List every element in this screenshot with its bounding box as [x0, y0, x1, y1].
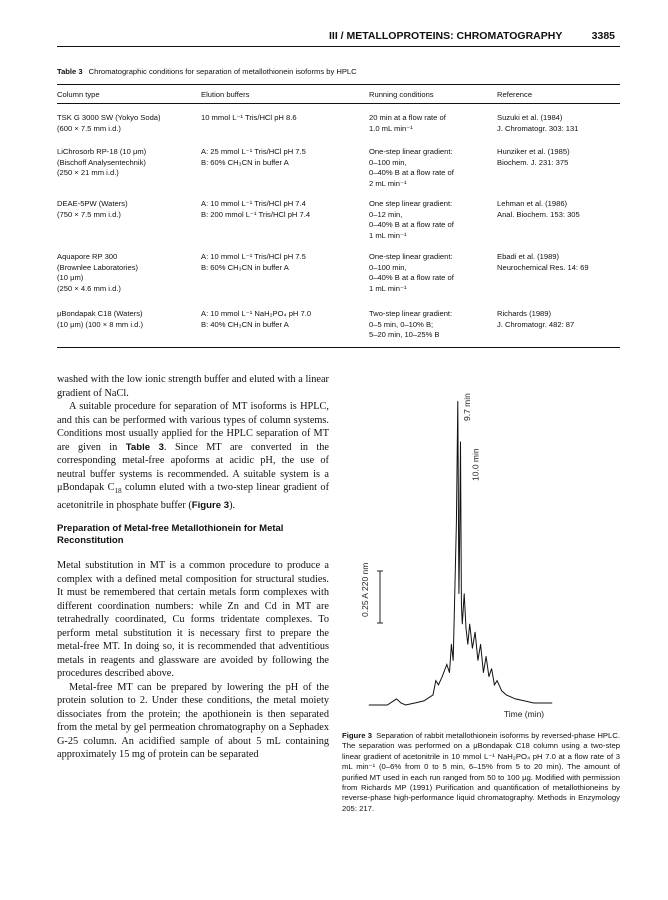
cell-column-type — [57, 309, 143, 330]
chromatogram-trace — [369, 401, 552, 705]
cell-line: One-step linear gradient: — [369, 147, 453, 156]
data-point — [467, 644, 468, 645]
data-point — [478, 660, 479, 661]
cell-line: 0–12 min, — [369, 209, 403, 219]
data-point — [456, 522, 457, 523]
cell-running-conditions — [369, 199, 454, 242]
data-point — [457, 401, 458, 402]
cell-elution-buffers — [201, 147, 306, 168]
cell-line: Lehman et al. (1986) — [497, 199, 568, 208]
table-caption-text: Chromatographic conditions for separation of metallothionein isoforms by HPLC — [88, 67, 357, 76]
cell-line: 0–40% B at a flow rate of — [369, 168, 454, 178]
data-point — [396, 699, 397, 700]
section-title: III / METALLOPROTEINS: CHROMATOGRAPHY — [329, 30, 563, 42]
cell-line: Neurochemical Res. 14: 69 — [497, 262, 589, 272]
peak-annotation: 9.7 min — [461, 393, 472, 421]
cell-line: Anal. Biochem. 153: 305 — [497, 209, 580, 219]
table-bottom-rule — [57, 347, 620, 348]
data-point — [486, 656, 487, 657]
cell-column-type — [57, 147, 146, 179]
table-top-rule — [57, 84, 620, 85]
cell-line: 0–40% B at a flow rate of — [369, 273, 454, 283]
cell-running-conditions — [369, 147, 454, 190]
data-point — [464, 593, 465, 594]
data-point — [515, 699, 516, 700]
paragraph: Metal-free MT can be prepared by lowering the pH of the protein solution to 2. Under these conditions, the metal moiety dissociates from the protein; the apothionein is then separated from the metal by gel permeation chromatography on a Sephadex G-25 column. An acidified sample of about 5 mL containing approximately 15 mg of protein can be separated — [57, 681, 329, 761]
cell-line: B: 40% CH₃CN in buffer A — [201, 319, 289, 329]
cell-line: (Brownlee Laboratories) — [57, 262, 139, 272]
section-heading: Preparation of Metal-free Metallothionein for Metal Reconstitution — [57, 523, 284, 547]
data-point — [469, 624, 470, 625]
cell-line: Richards (1989) — [497, 309, 552, 318]
cell-line: 0–5 min, 0–10% B; — [369, 319, 434, 329]
data-point — [442, 676, 443, 677]
data-point — [542, 703, 543, 704]
cell-line: A: 25 mmol L⁻¹ Tris/HCl pH 7.5 — [201, 147, 306, 156]
data-point — [369, 705, 370, 706]
cell-line: 0–100 min, — [369, 262, 407, 272]
data-point — [466, 628, 467, 629]
cell-line: (Bischoff Analysentechnik) — [57, 157, 146, 167]
cell-line: TSK G 3000 SW (Yokyo Soda) — [57, 113, 161, 122]
data-point — [462, 624, 463, 625]
cell-line: Ebadi et al. (1989) — [497, 252, 560, 261]
data-point — [455, 583, 456, 584]
cell-line: One-step linear gradient: — [369, 252, 453, 261]
cell-line: One step linear gradient: — [369, 199, 453, 208]
data-point — [472, 648, 473, 649]
paragraph — [57, 400, 329, 512]
cell-line: A: 10 mmol L⁻¹ NaH₂PO₄ pH 7.0 — [201, 309, 312, 318]
x-axis-label: Time (min) — [503, 709, 545, 719]
cell-elution-buffers — [201, 199, 310, 220]
data-point — [461, 603, 462, 604]
cell-line: 1 mL min⁻¹ — [369, 284, 407, 294]
cell-line: Aquapore RP 300 — [57, 252, 118, 261]
cell-line: 5–20 min, 10–25% B — [369, 330, 440, 340]
chromatogram-chart — [342, 373, 622, 721]
cell-line: (750 × 7.5 mm i.d.) — [57, 209, 121, 219]
column-header-reference: Reference — [497, 90, 533, 99]
table-reference: Table 3 — [125, 441, 164, 453]
cell-line: J. Chromatogr. 303: 131 — [497, 123, 579, 133]
data-point — [451, 644, 452, 645]
data-point — [494, 684, 495, 685]
cell-line: A: 10 mmol L⁻¹ Tris/HCl pH 7.5 — [201, 252, 306, 261]
data-point — [480, 644, 481, 645]
cell-running-conditions — [369, 309, 452, 341]
cell-reference — [497, 309, 574, 330]
cell-line: (600 × 7.5 mm i.d.) — [57, 123, 121, 133]
cell-elution-buffers — [201, 309, 311, 330]
data-point — [552, 703, 553, 704]
data-point — [433, 695, 434, 696]
cell-running-conditions — [369, 113, 446, 134]
data-point — [501, 690, 502, 691]
scale-bar-label: 0.25 A 220 nm — [360, 562, 370, 617]
text-run: ). — [229, 499, 236, 511]
data-point — [449, 672, 450, 673]
cell-line: B: 60% CH₃CN in buffer A — [201, 262, 289, 272]
column-header-running: Running conditions — [369, 90, 434, 99]
cell-line: (10 μm) (100 × 8 mm i.d.) — [57, 319, 144, 329]
chromatogram-figure — [342, 373, 622, 721]
cell-column-type — [57, 199, 128, 220]
paragraph: washed with the low ionic strength buffer and eluted with a linear gradient of NaCl. — [57, 374, 329, 399]
cell-line: 0–100 min, — [369, 157, 407, 167]
table-label: Table 3 — [57, 67, 83, 76]
cell-line: B: 200 mmol L⁻¹ Tris/HCl pH 7.4 — [201, 209, 311, 219]
data-point — [459, 593, 460, 594]
cell-line: Hunziker et al. (1985) — [497, 147, 570, 156]
data-point — [459, 543, 460, 544]
data-point — [497, 680, 498, 681]
cell-line: 20 min at a flow rate of — [369, 113, 446, 122]
cell-elution-buffers — [201, 113, 297, 124]
figure-caption-text: Separation of rabbit metallothionein isoforms by reversed-phase HPLC. The separation was performed on a μBondapak C18 column using a two-step linear gradient of acetonitrile in 10 mmol L⁻¹ NaH₂PO₄ pH 7.0 at a flow rate of 3 mL min⁻¹ (0–6% from 0 to 5 min, 6–15% from 5 to 20 min). The amount of purified MT used in each run ranged from 50 to 100 μg. Modified with permission from Richards MP (1991) Purification and quantification of metallothioneins by reverse-phase high-performance liquid chromatography. Methods in Enzymology 205: 217. — [342, 731, 620, 813]
column-header-type: Column type — [57, 90, 100, 99]
data-point — [414, 703, 415, 704]
text-run: . Since MT are converted in the corresponding metal-free apoforms at acidic pH, the use of neutral buffer systems is recommended. A suitable system is a μBondapak C — [57, 441, 329, 493]
header-rule — [57, 46, 620, 47]
cell-line: (250 × 4.6 mm i.d.) — [57, 284, 121, 294]
data-point — [460, 441, 461, 442]
cell-line: DEAE-5PW (Waters) — [57, 199, 128, 208]
data-point — [446, 664, 447, 665]
table-header-rule — [57, 103, 620, 104]
data-point — [438, 684, 439, 685]
data-point — [524, 701, 525, 702]
cell-column-type — [57, 113, 161, 134]
figure-label: Figure 3 — [342, 731, 373, 740]
data-point — [533, 703, 534, 704]
body-text — [57, 373, 329, 762]
cell-reference — [497, 199, 580, 220]
cell-line: B: 60% CH₃CN in buffer A — [201, 157, 289, 167]
data-point — [401, 703, 402, 704]
cell-elution-buffers — [201, 252, 306, 273]
peak-annotation: 10.0 min — [470, 448, 481, 481]
text-run: column eluted with a two-step linear gradient of acetonitrile in phosphate buffer ( — [57, 482, 329, 511]
cell-line: 2 mL min⁻¹ — [369, 179, 407, 189]
cell-line: (250 × 21 mm i.d.) — [57, 168, 119, 178]
data-point — [453, 660, 454, 661]
cell-line: 1 mL min⁻¹ — [369, 231, 407, 241]
cell-running-conditions — [369, 252, 454, 295]
cell-line: Two-step linear gradient: — [369, 309, 453, 318]
cell-line: 0–40% B at a flow rate of — [369, 220, 454, 230]
subscript: 18 — [114, 487, 122, 496]
data-point — [489, 676, 490, 677]
cell-reference — [497, 252, 589, 273]
data-point — [387, 705, 388, 706]
data-point — [424, 701, 425, 702]
cell-line: Suzuki et al. (1984) — [497, 113, 563, 122]
cell-line: (10 μm) — [57, 273, 84, 283]
data-point — [491, 668, 492, 669]
data-point — [405, 705, 406, 706]
column-header-elution: Elution buffers — [201, 90, 250, 99]
cell-reference — [497, 147, 570, 168]
cell-line: Biochem. J. 231: 375 — [497, 157, 569, 167]
cell-column-type — [57, 252, 138, 295]
cell-line: A: 10 mmol L⁻¹ Tris/HCl pH 7.4 — [201, 199, 306, 208]
table-caption — [57, 67, 357, 76]
cell-line: 1.0 mL min⁻¹ — [369, 123, 413, 133]
figure-caption — [342, 731, 620, 814]
text-run: A suitable procedure for separation of MT isoforms is HPLC, and this can be performed with various types of column systems. Conditions most usually applied for the HPLC separation of MT are given in — [57, 401, 329, 453]
data-point — [483, 672, 484, 673]
data-point — [475, 632, 476, 633]
cell-line: LiChrosorb RP-18 (10 μm) — [57, 147, 147, 156]
running-head — [329, 30, 615, 42]
cell-reference — [497, 113, 578, 134]
data-point — [435, 680, 436, 681]
cell-line: J. Chromatogr. 482: 87 — [497, 319, 575, 329]
cell-line: μBondapak C18 (Waters) — [57, 309, 143, 318]
cell-line: 10 mmol L⁻¹ Tris/HCl pH 8.6 — [201, 113, 297, 122]
data-point — [506, 695, 507, 696]
page-number: 3385 — [591, 30, 615, 42]
figure-reference: Figure 3 — [191, 499, 230, 511]
paragraph: Metal substitution in MT is a common procedure to produce a complex with a defined metal composition for structural studies. It must be remembered that certain metals form complexes with different coordination numbers: while Zn and Cd in MT are tetrahedrally coordinated, Cu forms tridentate complexes. To perform metal substitution it is necessary first to prepare the metal-free MT. In doing so, it is recommended that adventitious metals in reagents and glassware are avoided by following the procedures described above. — [57, 560, 329, 680]
